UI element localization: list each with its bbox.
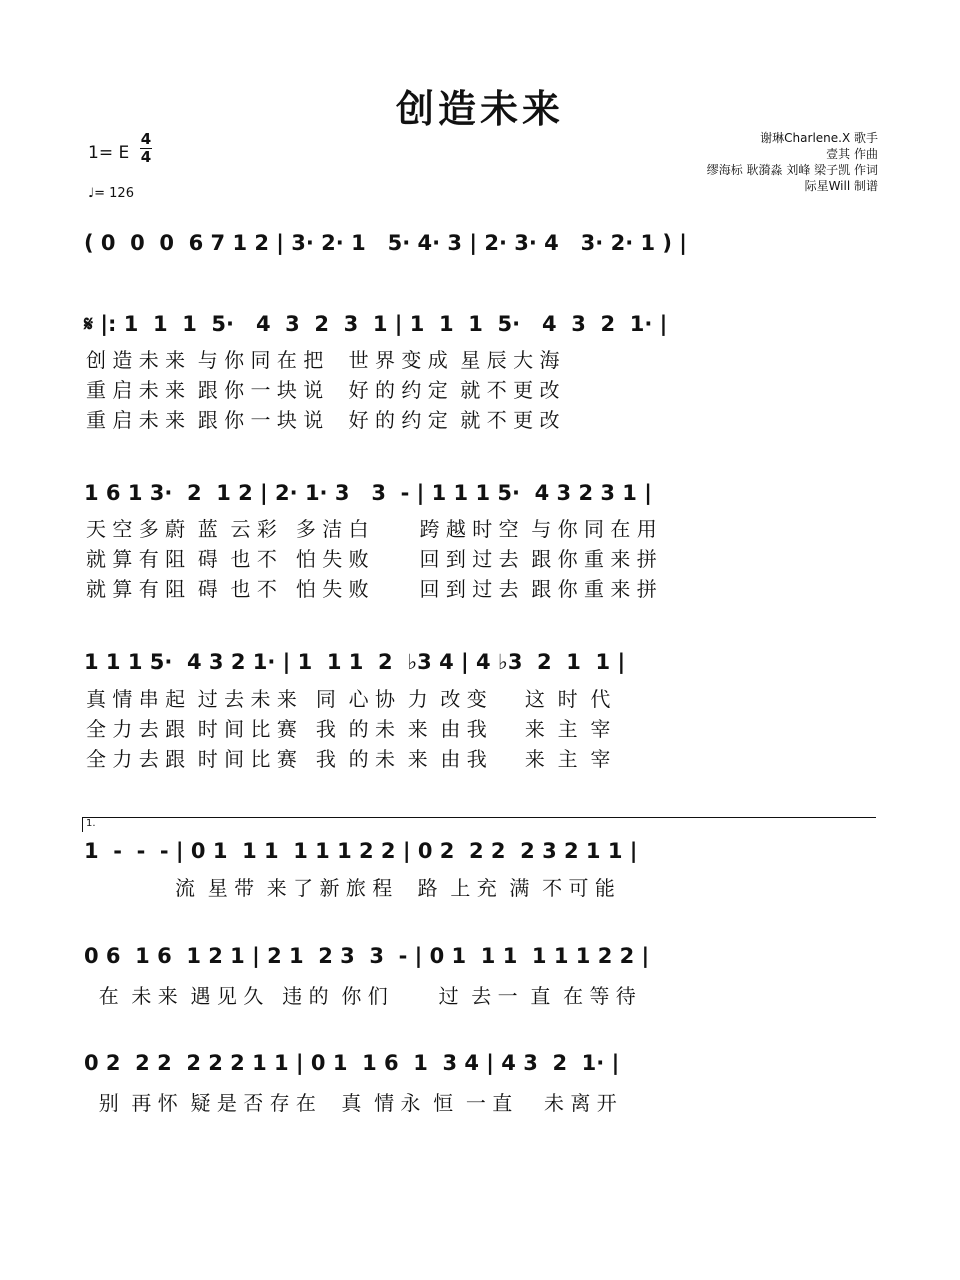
lyric-line: 别 再 怀 疑 是 否 存 在 真 情 永 恒 一 直 未 离 开 (86, 1091, 617, 1115)
lyric-line: 全 力 去 跟 时 间 比 赛 我 的 未 来 由 我 来 主 宰 (86, 717, 611, 741)
notation-row: 0 2 2 2 2 2 2 1 1 | 0 1 1 6 1 3 4 | 4 3 2 1· | (84, 1051, 620, 1075)
notation-row: ( 0 0 0 6 7 1 2 | 3· 2· 1 5· 4· 3 | 2· 3· 4 3· 2· 1 ) | (84, 231, 687, 255)
time-signature-top: 4 (140, 130, 152, 148)
credit-composer: 壹其 作曲 (826, 147, 878, 161)
lyric-line: 真 情 串 起 过 去 未 来 同 心 协 力 改 变 这 时 代 (86, 687, 611, 711)
key-signature: 1= E (88, 143, 130, 163)
notation-row: 𝄋 |: 1 1 1 5· 4 3 2 3 1 | 1 1 1 5· 4 3 2 1· | (84, 312, 668, 336)
credit-transcriber: 际星Will 制谱 (804, 179, 878, 193)
lyric-line: 重 启 未 来 跟 你 一 块 说 好 的 约 定 就 不 更 改 (86, 378, 560, 402)
notation-row: 0 6 1 6 1 2 1 | 2 1 2 3 3 - | 0 1 1 1 1 1 1 2 2 | (84, 944, 650, 968)
lyric-line: 全 力 去 跟 时 间 比 赛 我 的 未 来 由 我 来 主 宰 (86, 747, 611, 771)
lyric-line: 就 算 有 阻 碍 也 不 怕 失 败 回 到 过 去 跟 你 重 来 拼 (86, 547, 657, 571)
lyric-line: 就 算 有 阻 碍 也 不 怕 失 败 回 到 过 去 跟 你 重 来 拼 (86, 577, 657, 601)
lyric-line: 在 未 来 遇 见 久 违 的 你 们 过 去 一 直 在 等 待 (86, 984, 636, 1008)
lyric-line: 流 星 带 来 了 新 旅 程 路 上 充 满 不 可 能 (86, 876, 615, 900)
song-title: 创造未来 (395, 87, 564, 131)
time-signature (140, 131, 152, 166)
time-signature-bottom: 4 (140, 148, 152, 166)
volta-bracket: 1. (82, 817, 876, 832)
notation-row: 1 6 1 3· 2 1 2 | 2· 1· 3 3 - | 1 1 1 5· 4 3 2 3 1 | (84, 481, 652, 505)
credit-lyricist: 缪海标 耿漪淼 刘峰 梁子凯 作词 (706, 163, 878, 177)
lyric-line: 天 空 多 蔚 蓝 云 彩 多 洁 白 跨 越 时 空 与 你 同 在 用 (86, 517, 657, 541)
tempo-marking: ♩= 126 (88, 186, 134, 201)
credits (707, 130, 878, 194)
notation-row: 1 1 1 5· 4 3 2 1· | 1 1 1 2 ♭3 4 | 4 ♭3 2 1 1 | (84, 650, 626, 674)
notation-row: 1 - - - | 0 1 1 1 1 1 1 2 2 | 0 2 2 2 2 3 2 1 1 | (84, 839, 638, 863)
lyric-line: 创 造 未 来 与 你 同 在 把 世 界 变 成 星 辰 大 海 (86, 348, 560, 372)
lyric-line: 重 启 未 来 跟 你 一 块 说 好 的 约 定 就 不 更 改 (86, 408, 560, 432)
credit-singer: 谢琳Charlene.X 歌手 (760, 131, 878, 145)
